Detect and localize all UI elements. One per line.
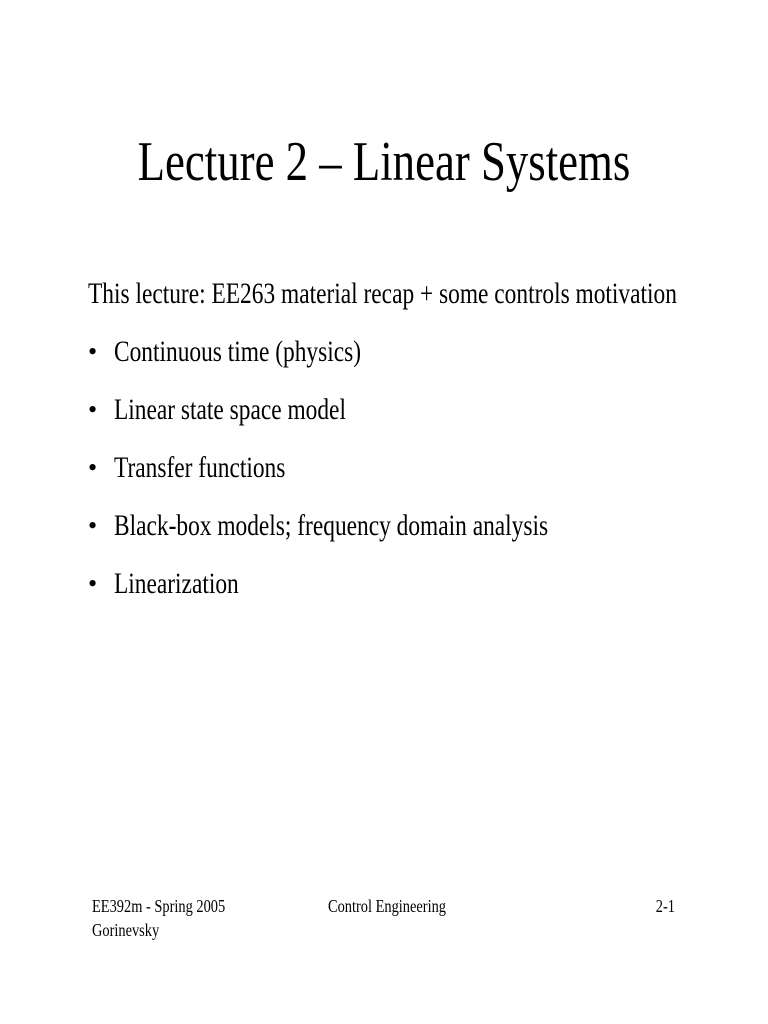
- bullet-icon: •: [88, 395, 98, 424]
- footer-author: Gorinevsky: [92, 920, 160, 940]
- list-item: [88, 388, 768, 446]
- slide-content: [88, 272, 768, 620]
- footer-subject: Control Engineering: [328, 896, 446, 916]
- list-item: [88, 330, 768, 388]
- bullet-icon: •: [88, 453, 98, 482]
- bullet-text: Linear state space model: [114, 393, 346, 426]
- bullet-text: Linearization: [114, 567, 239, 600]
- list-item: [88, 504, 768, 562]
- bullet-icon: •: [88, 337, 98, 366]
- intro-text: This lecture: EE263 material recap + some controls motivation: [88, 277, 677, 310]
- footer-course: EE392m - Spring 2005: [92, 896, 226, 916]
- bullet-list: [88, 330, 768, 620]
- list-item: [88, 562, 768, 620]
- bullet-icon: •: [88, 511, 98, 540]
- list-item: [88, 446, 768, 504]
- slide-title: Lecture 2 – Linear Systems: [137, 131, 631, 193]
- page-number: 2-1: [655, 896, 675, 916]
- bullet-icon: •: [88, 569, 98, 598]
- bullet-text: Transfer functions: [114, 451, 286, 484]
- footer-course-info: [92, 894, 225, 942]
- bullet-text: Continuous time (physics): [114, 335, 361, 368]
- bullet-text: Black-box models; frequency domain analysis: [114, 509, 549, 542]
